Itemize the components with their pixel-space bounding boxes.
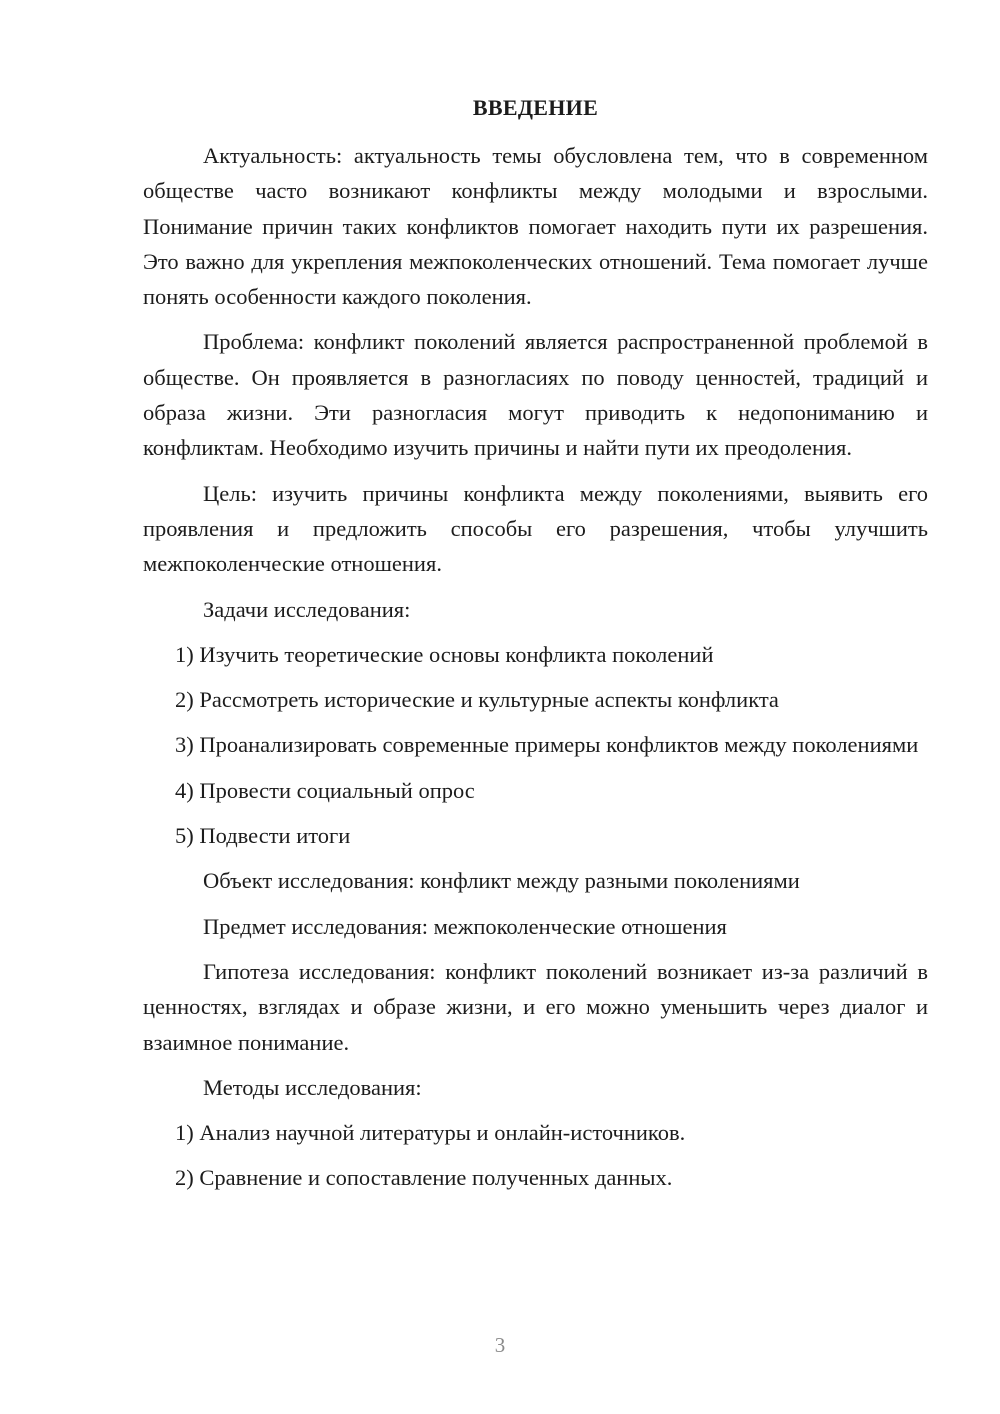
relevance-paragraph: Актуальность: актуальность темы обусловлена тем, что в современном обществе часто возникают конфликты между молодыми и взрослыми. Понимание причин таких конфликтов помогает находить пути их разрешения. Это важно для укрепления межпоколенческих отношений. Тема помогает лучше понять особенности каждого поколения. [143, 143, 928, 310]
methods-heading: Методы исследования: [203, 1074, 422, 1100]
task-item: 4) Провести социальный опрос [175, 777, 475, 803]
page-number: 3 [494, 1333, 506, 1357]
research-subject: Предмет исследования: межпоколенческие отношения [203, 913, 727, 939]
task-item: 2) Рассмотреть исторические и культурные аспекты конфликта [175, 687, 779, 713]
research-object: Объект исследования: конфликт между разными поколениями [203, 868, 800, 894]
hypothesis-paragraph: Гипотеза исследования: конфликт поколений возникает из-за различий в ценностях, взглядах и образе жизни, и его можно уменьшить через диалог и взаимное понимание. [143, 958, 928, 1055]
problem-paragraph: Проблема: конфликт поколений является распространенной проблемой в обществе. Он проявляется в разногласиях по поводу ценностей, традиций и образа жизни. Эти разногласия могут приводить к недопониманию и конфликтам. Необходимо изучить причины и найти пути их преодоления. [143, 329, 928, 461]
method-item: 2) Сравнение и сопоставление полученных данных. [175, 1165, 673, 1191]
task-item: 1) Изучить теоретические основы конфликта поколений [175, 641, 714, 667]
tasks-heading: Задачи исследования: [203, 596, 411, 622]
task-item: 5) Подвести итоги [175, 823, 351, 849]
section-title: ВВЕДЕНИЕ [472, 95, 599, 120]
task-item: 3) Проанализировать современные примеры конфликтов между поколениями [175, 732, 919, 758]
goal-paragraph: Цель: изучить причины конфликта между поколениями, выявить его проявления и предложить способы его разрешения, чтобы улучшить межпоколенческие отношения. [143, 480, 928, 577]
method-item: 1) Анализ научной литературы и онлайн-источников. [175, 1120, 686, 1146]
document-page [143, 92, 928, 1206]
